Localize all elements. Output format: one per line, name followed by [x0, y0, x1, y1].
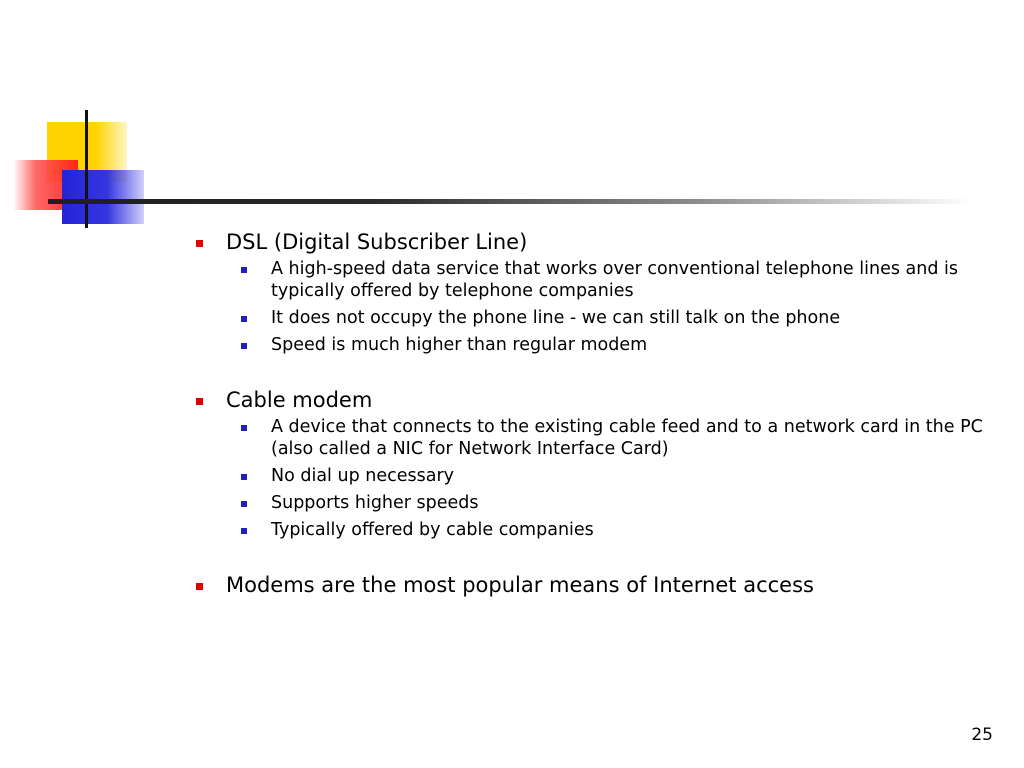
sub-bullet-item: No dial up necessary — [241, 465, 996, 487]
bullet-dsl: DSL (Digital Subscriber Line) — [196, 228, 996, 256]
slide-body — [196, 228, 996, 599]
vertical-rule — [85, 110, 88, 228]
sub-bullet-item: Speed is much higher than regular modem — [241, 334, 996, 356]
bullet-group-dsl — [196, 228, 996, 356]
sub-bullet-list — [196, 258, 996, 356]
sub-bullet-item: A device that connects to the existing cable feed and to a network card in the PC (also called a NIC for Network Interface Card) — [241, 416, 996, 460]
sub-bullet-item: A high-speed data service that works over conventional telephone lines and is typically offered by telephone companies — [241, 258, 996, 302]
sub-bullet-list — [196, 416, 996, 541]
bullet-group-modems — [196, 571, 996, 599]
bullet-group-cable-modem — [196, 386, 996, 541]
page-number: 25 — [971, 725, 993, 745]
sub-bullet-item: It does not occupy the phone line - we can still talk on the phone — [241, 307, 996, 329]
sub-bullet-item: Typically offered by cable companies — [241, 519, 996, 541]
sub-bullet-item: Supports higher speeds — [241, 492, 996, 514]
blue-square-decoration — [62, 170, 144, 224]
title-ornament — [0, 0, 1024, 240]
bullet-modems-popular: Modems are the most popular means of Internet access — [196, 571, 996, 599]
bullet-cable-modem: Cable modem — [196, 386, 996, 414]
horizontal-rule — [48, 199, 973, 204]
